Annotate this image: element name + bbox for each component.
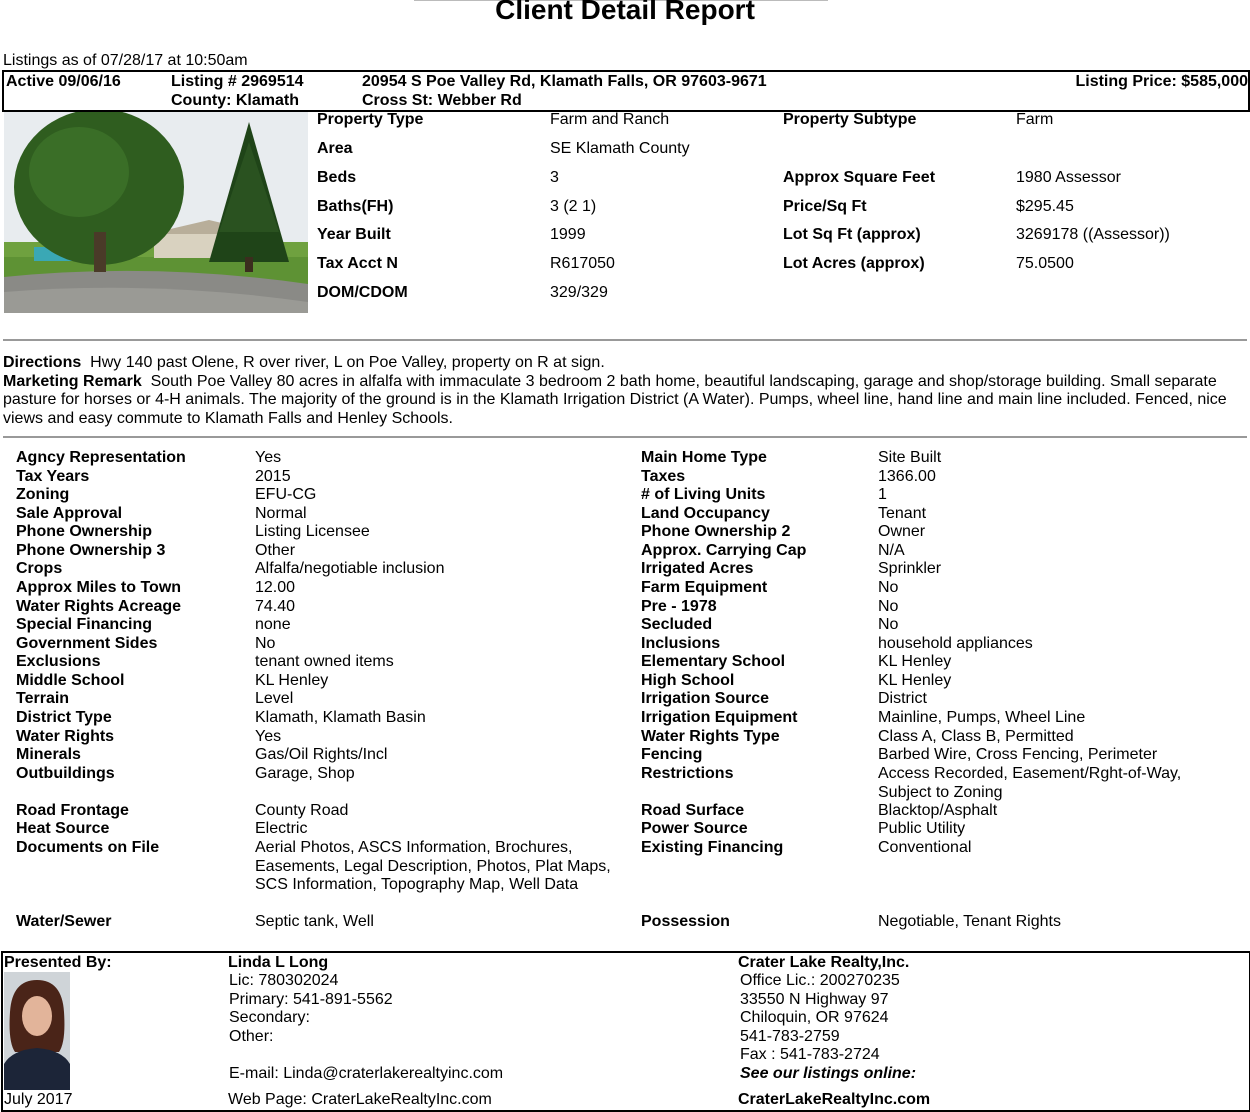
detail-value: Garage, Shop <box>255 765 355 782</box>
dom-label: DOM/CDOM <box>317 284 408 301</box>
detail-label: Water Rights Acreage <box>16 598 182 615</box>
detail-value: Gas/Oil Rights/Incl <box>255 746 388 763</box>
detail-label: Irrigation Equipment <box>641 709 798 726</box>
detail-label: Special Financing <box>16 616 153 633</box>
detail-value: Mainline, Pumps, Wheel Line <box>878 709 1086 726</box>
agent-email[interactable]: E-mail: Linda@craterlakerealtyinc.com <box>229 1065 504 1082</box>
detail-label: Outbuildings <box>16 765 115 782</box>
directions-label: Directions <box>3 354 82 371</box>
detail-label: Irrigation Source <box>641 690 770 707</box>
report-title: Client Detail Report <box>495 0 755 25</box>
detail-label: Water Rights <box>16 728 115 745</box>
year-built-label: Year Built <box>317 226 391 243</box>
see-listings-label: See our listings online: <box>740 1065 917 1082</box>
directions <box>3 354 1247 373</box>
detail-value: No <box>878 598 899 615</box>
detail-value: Yes <box>255 449 282 466</box>
detail-value: none <box>255 616 291 633</box>
footer-box <box>1 951 1250 1112</box>
footer-date: July 2017 <box>4 1091 73 1108</box>
office-phone: 541-783-2759 <box>740 1028 840 1045</box>
detail-value: Alfalfa/negotiable inclusion <box>255 560 445 577</box>
detail-value: N/A <box>878 542 905 559</box>
detail-label: Government Sides <box>16 635 158 652</box>
detail-value: Tenant <box>878 505 927 522</box>
detail-label: Water/Sewer <box>16 913 112 930</box>
beds-value: 3 <box>550 169 559 186</box>
office-address-line2: Chiloquin, OR 97624 <box>740 1009 889 1026</box>
office-address-line1: 33550 N Highway 97 <box>740 991 889 1008</box>
year-built-value: 1999 <box>550 226 586 243</box>
detail-label: Zoning <box>16 486 70 503</box>
detail-label: Taxes <box>641 468 686 485</box>
detail-label: Crops <box>16 560 63 577</box>
sqft-label: Approx Square Feet <box>783 169 936 186</box>
detail-value: Owner <box>878 523 926 540</box>
detail-label: Tax Years <box>16 468 90 485</box>
lot-acres-label: Lot Acres (approx) <box>783 255 925 272</box>
detail-label: Approx Miles to Town <box>16 579 182 596</box>
price-sqft-label: Price/Sq Ft <box>783 198 867 215</box>
detail-value: Negotiable, Tenant Rights <box>878 913 1061 930</box>
detail-value: Barbed Wire, Cross Fencing, Perimeter <box>878 746 1158 763</box>
detail-label: Sale Approval <box>16 505 123 522</box>
tax-acct-label: Tax Acct N <box>317 255 398 272</box>
detail-label: Elementary School <box>641 653 786 670</box>
agent-photo <box>4 972 70 1090</box>
agent-secondary-phone: Secondary: <box>229 1009 310 1026</box>
subtype-label: Property Subtype <box>783 111 917 128</box>
dom-value: 329/329 <box>550 284 608 301</box>
detail-value: 12.00 <box>255 579 296 596</box>
detail-label: Phone Ownership 3 <box>16 542 166 559</box>
detail-label: Approx. Carrying Cap <box>641 542 807 559</box>
detail-label: Inclusions <box>641 635 721 652</box>
office-name: Crater Lake Realty,Inc. <box>738 954 910 971</box>
marketing-text: South Poe Valley 80 acres in alfalfa with immaculate 3 bedroom 2 bath home, beautiful landscaping, garage and shop/storage building. Small separate pasture for horses or 4-H animals. The majority of the ground is in the Klamath Irrigation District (A Water). Pumps, wheel line, hand line and main line included. Fenced, nice views and easy commute to Klamath Falls and Henley Schools. <box>3 372 1227 427</box>
detail-value: 74.40 <box>255 598 296 615</box>
detail-label: Agncy Representation <box>16 449 186 466</box>
agent-license: Lic: 780302024 <box>229 972 339 989</box>
divider <box>3 339 1247 341</box>
detail-label: Restrictions <box>641 765 734 782</box>
agent-primary-phone: Primary: 541-891-5562 <box>229 991 393 1008</box>
detail-value: household appliances <box>878 635 1033 652</box>
sqft-value: 1980 Assessor <box>1016 169 1121 186</box>
office-website[interactable]: CraterLakeRealtyInc.com <box>738 1091 931 1108</box>
detail-label: High School <box>641 672 735 689</box>
detail-value: 2015 <box>255 468 291 485</box>
detail-value: No <box>255 635 276 652</box>
baths-label: Baths(FH) <box>317 198 394 215</box>
detail-value: No <box>878 616 899 633</box>
detail-value: No <box>878 579 899 596</box>
detail-value: KL Henley <box>878 672 952 689</box>
price-sqft-value: $295.45 <box>1016 198 1074 215</box>
property-photo <box>4 112 308 313</box>
divider <box>3 436 1247 438</box>
detail-label: Pre - 1978 <box>641 598 717 615</box>
detail-label: Irrigated Acres <box>641 560 754 577</box>
remarks-block <box>3 354 1247 428</box>
detail-value: tenant owned items <box>255 653 394 670</box>
detail-value: 1366.00 <box>878 468 936 485</box>
listing-county: County: Klamath <box>171 92 299 109</box>
area-value: SE Klamath County <box>550 140 690 157</box>
detail-label: Road Surface <box>641 802 745 819</box>
detail-label: Farm Equipment <box>641 579 768 596</box>
detail-label: Secluded <box>641 616 713 633</box>
listing-header <box>2 70 1250 112</box>
detail-label: Road Frontage <box>16 802 129 819</box>
listing-price: Listing Price: $585,000 <box>1075 73 1248 90</box>
detail-label: Land Occupancy <box>641 505 770 522</box>
detail-value: Conventional <box>878 839 972 856</box>
listing-status: Active 09/06/16 <box>6 73 121 90</box>
detail-value: Klamath, Klamath Basin <box>255 709 426 726</box>
detail-value: Normal <box>255 505 307 522</box>
lot-sqft-value: 3269178 ((Assessor)) <box>1016 226 1170 243</box>
detail-value: Septic tank, Well <box>255 913 374 930</box>
agent-other-phone: Other: <box>229 1028 274 1045</box>
detail-value: EFU-CG <box>255 486 317 503</box>
detail-label: Power Source <box>641 820 748 837</box>
beds-label: Beds <box>317 169 357 186</box>
detail-value: KL Henley <box>878 653 952 670</box>
agent-web-page[interactable]: Web Page: CraterLakeRealtyInc.com <box>228 1091 492 1108</box>
area-label: Area <box>317 140 353 157</box>
detail-value: Electric <box>255 820 308 837</box>
detail-value: Access Recorded, Easement/Rght-of-Way, Subject to Zoning <box>878 765 1182 801</box>
detail-label: Phone Ownership 2 <box>641 523 791 540</box>
detail-value: Site Built <box>878 449 942 466</box>
cross-street: Cross St: Webber Rd <box>362 92 522 109</box>
lot-acres-value: 75.0500 <box>1016 255 1074 272</box>
detail-label: Documents on File <box>16 839 160 856</box>
office-license: Office Lic.: 200270235 <box>740 972 900 989</box>
detail-value: Level <box>255 690 294 707</box>
detail-label: District Type <box>16 709 112 726</box>
lot-sqft-label: Lot Sq Ft (approx) <box>783 226 921 243</box>
detail-label: Exclusions <box>16 653 101 670</box>
detail-value: County Road <box>255 802 349 819</box>
listing-address: 20954 S Poe Valley Rd, Klamath Falls, OR 97603-9671 <box>362 73 767 90</box>
agent-name: Linda L Long <box>228 954 329 971</box>
detail-value: 1 <box>878 486 887 503</box>
detail-label: Main Home Type <box>641 449 767 466</box>
property-type-value: Farm and Ranch <box>550 111 670 128</box>
marketing-label: Marketing Remark <box>3 372 142 390</box>
detail-label: Terrain <box>16 690 70 707</box>
detail-value: Class A, Class B, Permitted <box>878 728 1074 745</box>
property-type-label: Property Type <box>317 111 424 128</box>
tax-acct-value: R617050 <box>550 255 615 272</box>
detail-label: Existing Financing <box>641 839 784 856</box>
detail-label: Phone Ownership <box>16 523 153 540</box>
marketing-remark <box>3 373 1247 429</box>
presented-by-label: Presented By: <box>4 954 112 971</box>
directions-text: Hwy 140 past Olene, R over river, L on Poe Valley, property on R at sign. <box>90 354 605 371</box>
detail-value: Aerial Photos, ASCS Information, Brochures, Easements, Legal Description, Photos, Plat Maps, SCS Information, Topography Map, Well Data <box>255 839 611 894</box>
detail-value: Yes <box>255 728 282 745</box>
detail-label: Heat Source <box>16 820 110 837</box>
detail-value: Blacktop/Asphalt <box>878 802 998 819</box>
detail-label: Minerals <box>16 746 81 763</box>
detail-label: Water Rights Type <box>641 728 780 745</box>
detail-value: Other <box>255 542 296 559</box>
detail-label: Middle School <box>16 672 125 689</box>
detail-value: Sprinkler <box>878 560 942 577</box>
detail-label: Fencing <box>641 746 703 763</box>
detail-value: KL Henley <box>255 672 329 689</box>
detail-label: # of Living Units <box>641 486 766 503</box>
detail-value: Public Utility <box>878 820 966 837</box>
detail-label: Possession <box>641 913 730 930</box>
detail-value: District <box>878 690 927 707</box>
as-of-date: Listings as of 07/28/17 at 10:50am <box>3 52 248 69</box>
detail-value: Listing Licensee <box>255 523 370 540</box>
office-fax: Fax : 541-783-2724 <box>740 1046 880 1063</box>
subtype-value: Farm <box>1016 111 1054 128</box>
listing-number: Listing # 2969514 <box>171 73 304 90</box>
baths-value: 3 (2 1) <box>550 198 597 215</box>
